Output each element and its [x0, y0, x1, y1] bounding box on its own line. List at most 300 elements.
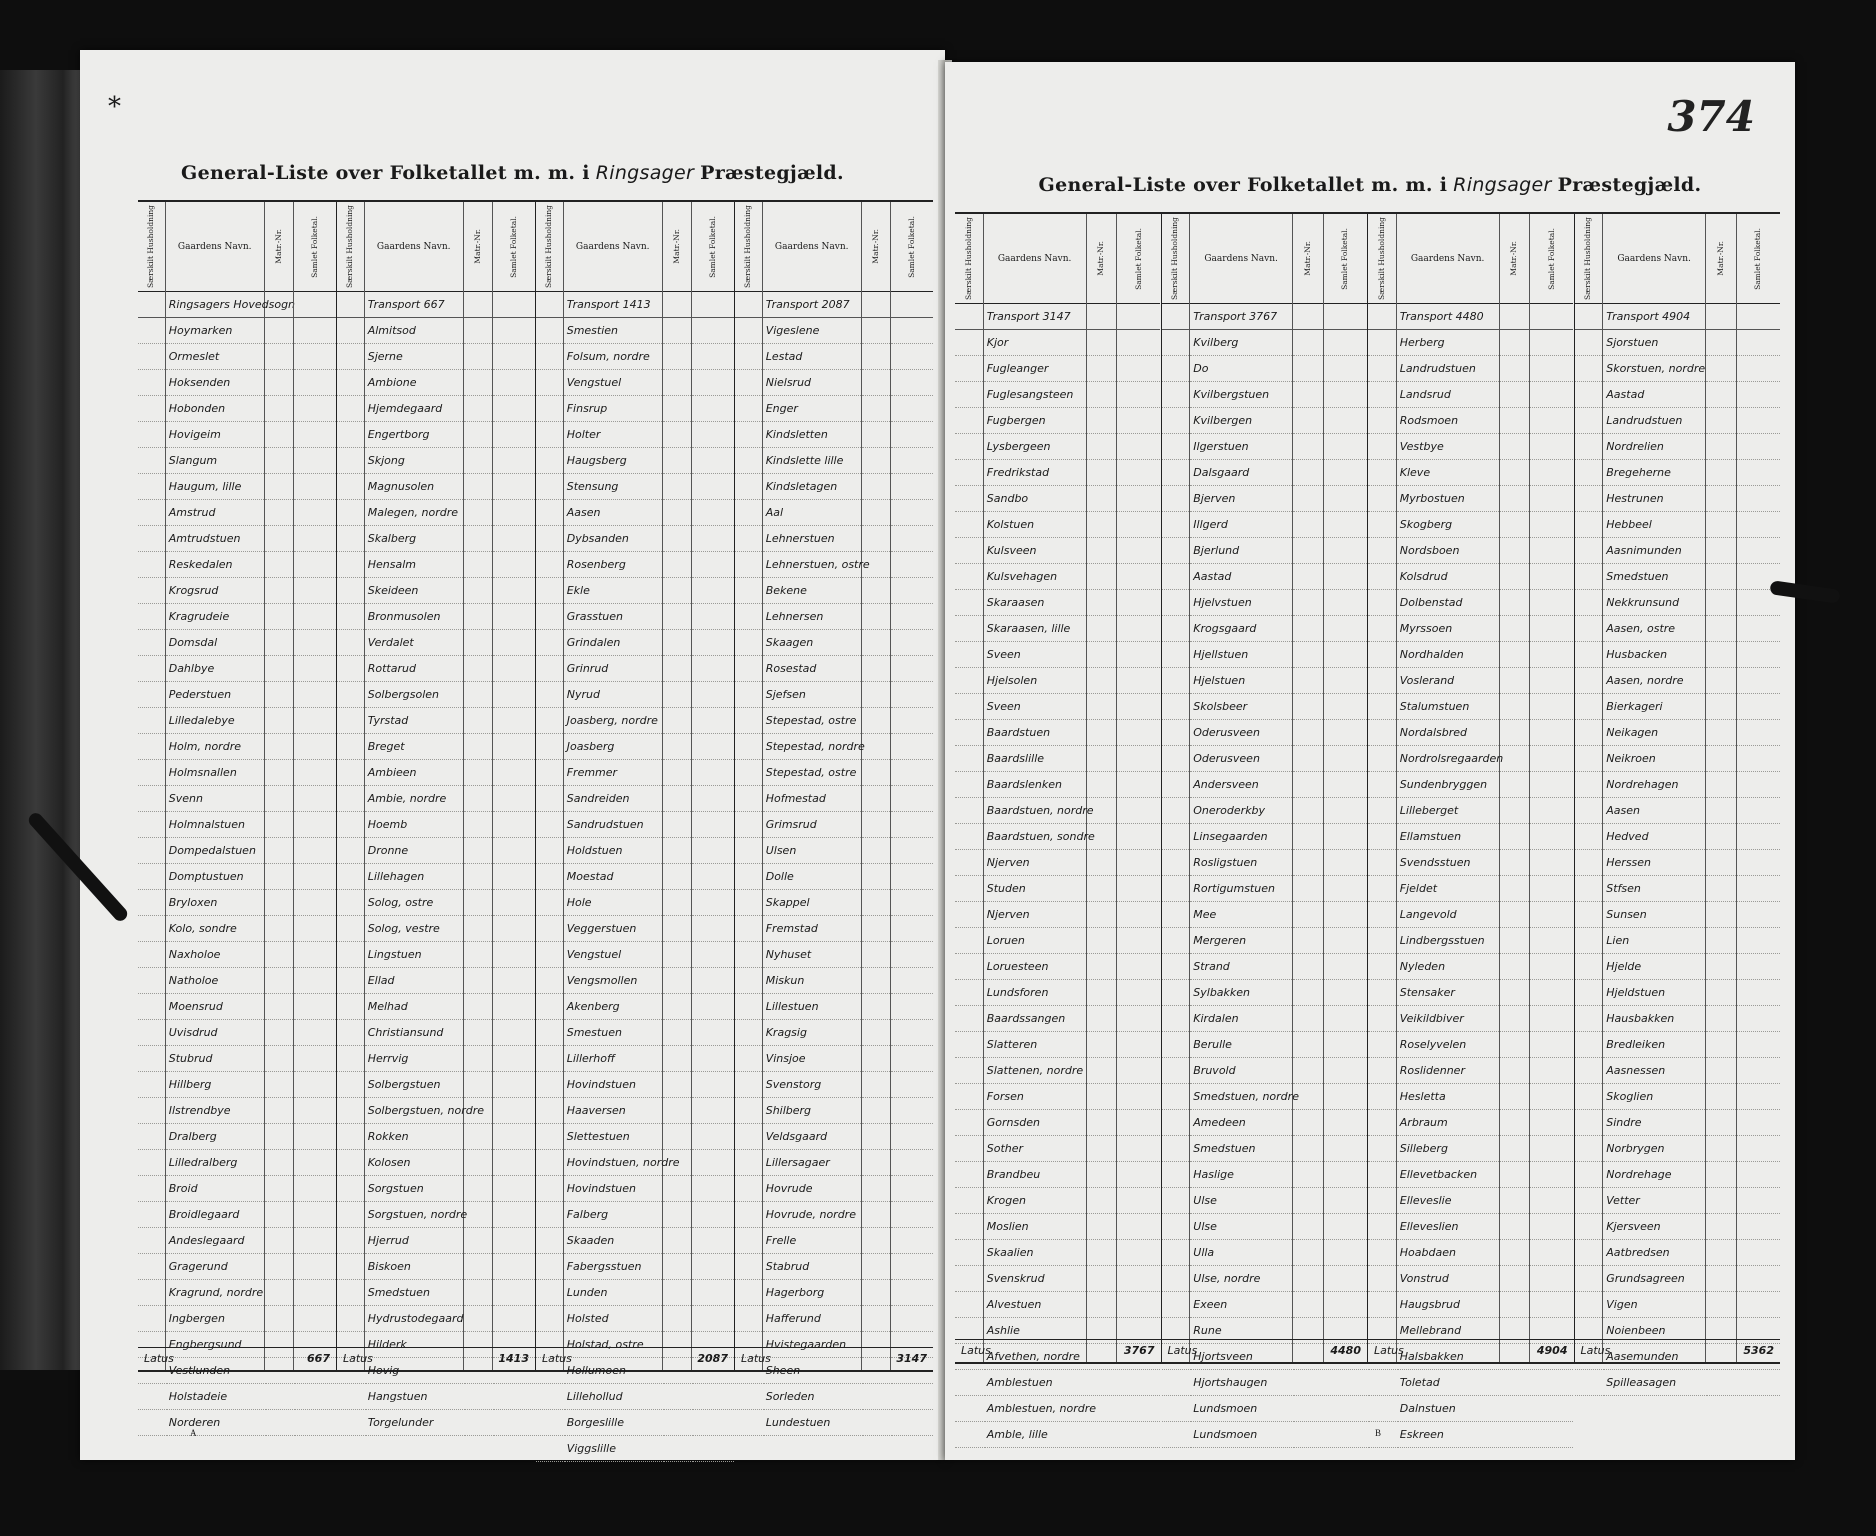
farm-name-entry: Norbrygen: [1603, 1136, 1705, 1162]
ledger-column-name: [1603, 214, 1706, 1389]
empty-cell: [1087, 1396, 1117, 1422]
farm-name-entry: Hilderk: [365, 1332, 463, 1358]
empty-cell: [493, 734, 535, 760]
empty-cell: [536, 708, 563, 734]
farm-name-entry: Skaraasen, lille: [984, 616, 1086, 642]
empty-cell: [1117, 720, 1160, 746]
empty-cell: [493, 968, 535, 994]
farm-name-entry: Hollumoen: [564, 1358, 662, 1384]
farm-name-entry: Dybsanden: [564, 526, 662, 552]
empty-cell: [536, 1124, 563, 1150]
empty-cell: [692, 370, 734, 396]
column-header: Gaardens Navn.: [763, 202, 861, 292]
farm-name-entry: Moestad: [564, 864, 662, 890]
farm-name-entry: Ormeslet: [166, 344, 264, 370]
farm-name-entry: Aatbredsen: [1603, 1240, 1705, 1266]
empty-cell: [138, 1384, 165, 1410]
empty-cell: [138, 292, 165, 318]
farm-name-entry: Bjerven: [1190, 486, 1292, 512]
empty-cell: [1162, 538, 1190, 564]
empty-cell: [862, 448, 891, 474]
empty-cell: [1293, 304, 1323, 330]
farm-name-entry: Nordrelien: [1603, 434, 1705, 460]
empty-cell: [1293, 590, 1323, 616]
farm-name-entry: Vengstuel: [564, 370, 662, 396]
empty-cell: [1162, 1214, 1190, 1240]
empty-cell: [1737, 980, 1780, 1006]
empty-cell: [891, 786, 933, 812]
empty-cell: [1500, 616, 1530, 642]
empty-cell: [862, 1072, 891, 1098]
farm-name-entry: Rosligstuen: [1190, 850, 1292, 876]
farm-name-entry: Fugbergen: [984, 408, 1086, 434]
empty-cell: [138, 474, 165, 500]
empty-cell: [955, 668, 983, 694]
empty-cell: [891, 318, 933, 344]
empty-cell: [294, 370, 336, 396]
empty-cell: [265, 1124, 294, 1150]
farm-name-entry: Nekkrunsund: [1603, 590, 1705, 616]
empty-cell: [1575, 1370, 1603, 1396]
empty-cell: [1368, 642, 1396, 668]
empty-cell: [862, 630, 891, 656]
empty-cell: [735, 318, 762, 344]
column-header: Gaardens Navn.: [1397, 214, 1499, 304]
column-header: Samlet Folketal.: [1117, 214, 1160, 304]
empty-cell: [1117, 1422, 1160, 1448]
empty-cell: [464, 474, 493, 500]
empty-cell: [1087, 1006, 1117, 1032]
empty-cell: [265, 1384, 294, 1410]
empty-cell: [1324, 642, 1367, 668]
empty-cell: [294, 1020, 336, 1046]
empty-cell: [1500, 824, 1530, 850]
farm-name-entry: Fugleanger: [984, 356, 1086, 382]
empty-cell: [735, 1046, 762, 1072]
farm-name-entry: Elleveslien: [1397, 1214, 1499, 1240]
empty-cell: [1530, 356, 1573, 382]
farm-name-entry: Baardslille: [984, 746, 1086, 772]
empty-cell: [735, 1176, 762, 1202]
empty-cell: [735, 1384, 762, 1410]
farm-name-entry: Skaraasen: [984, 590, 1086, 616]
farm-name-entry: Slangum: [166, 448, 264, 474]
empty-cell: [1368, 486, 1396, 512]
empty-cell: [1324, 1084, 1367, 1110]
empty-cell: [735, 682, 762, 708]
transport-row: Transport 1413: [564, 292, 662, 318]
empty-cell: [1500, 1188, 1530, 1214]
farm-name-entry: Kulsvehagen: [984, 564, 1086, 590]
empty-cell: [337, 500, 364, 526]
farm-name-entry: Slattenen, nordre: [984, 1058, 1086, 1084]
farm-name-entry: Enger: [763, 396, 861, 422]
farm-name-entry: Skalberg: [365, 526, 463, 552]
farm-name-entry: Ilgerstuen: [1190, 434, 1292, 460]
empty-cell: [1530, 746, 1573, 772]
empty-cell: [1324, 668, 1367, 694]
farm-name-entry: Grinrud: [564, 656, 662, 682]
empty-cell: [955, 1266, 983, 1292]
empty-cell: [1324, 824, 1367, 850]
empty-cell: [464, 1410, 493, 1436]
empty-cell: [1500, 798, 1530, 824]
empty-cell: [1737, 876, 1780, 902]
farm-name-entry: Kvilberg: [1190, 330, 1292, 356]
empty-cell: [735, 786, 762, 812]
transport-row: Transport 667: [365, 292, 463, 318]
empty-cell: [464, 994, 493, 1020]
farm-name-entry: Vonstrud: [1397, 1266, 1499, 1292]
empty-cell: [536, 864, 563, 890]
empty-cell: [337, 916, 364, 942]
empty-cell: [265, 682, 294, 708]
empty-cell: [735, 500, 762, 526]
farm-name-entry: Hjelstuen: [1190, 668, 1292, 694]
empty-cell: [735, 1124, 762, 1150]
farm-name-entry: Holmnalstuen: [166, 812, 264, 838]
empty-cell: [464, 1306, 493, 1332]
empty-cell: [735, 864, 762, 890]
empty-cell: [891, 1150, 933, 1176]
column-header: Matr.-Nr.: [464, 202, 493, 292]
farm-name-entry: Sjefsen: [763, 682, 861, 708]
empty-cell: [692, 344, 734, 370]
empty-cell: [493, 708, 535, 734]
empty-cell: [1324, 512, 1367, 538]
farm-name-entry: Hjelsolen: [984, 668, 1086, 694]
empty-cell: [1087, 616, 1117, 642]
empty-cell: [1368, 798, 1396, 824]
empty-cell: [735, 552, 762, 578]
empty-cell: [1500, 642, 1530, 668]
empty-cell: [464, 864, 493, 890]
empty-cell: [692, 500, 734, 526]
empty-cell: [1530, 1370, 1573, 1396]
empty-cell: [294, 344, 336, 370]
farm-name-entry: Forsen: [984, 1084, 1086, 1110]
empty-cell: [1324, 1162, 1367, 1188]
empty-cell: [1500, 694, 1530, 720]
empty-cell: [1368, 1032, 1396, 1058]
empty-cell: [1530, 1240, 1573, 1266]
farm-name-entry: Arbraum: [1397, 1110, 1499, 1136]
empty-cell: [692, 942, 734, 968]
empty-cell: [536, 604, 563, 630]
farm-name-entry: Grasstuen: [564, 604, 662, 630]
empty-cell: [1500, 1292, 1530, 1318]
farm-name-entry: Frelle: [763, 1228, 861, 1254]
empty-cell: [735, 1254, 762, 1280]
empty-cell: [493, 1150, 535, 1176]
empty-cell: [955, 746, 983, 772]
empty-cell: [955, 980, 983, 1006]
farm-name-entry: Smedstuen, nordre: [1190, 1084, 1292, 1110]
empty-cell: [1324, 486, 1367, 512]
empty-cell: [493, 292, 535, 318]
empty-cell: [1117, 330, 1160, 356]
empty-cell: [1575, 1032, 1603, 1058]
empty-cell: [1117, 408, 1160, 434]
empty-cell: [337, 942, 364, 968]
empty-cell: [138, 968, 165, 994]
empty-cell: [536, 500, 563, 526]
latus-total: 3767: [1123, 1344, 1155, 1357]
empty-cell: [1293, 1370, 1323, 1396]
empty-cell: [692, 1280, 734, 1306]
farm-name-entry: Haslige: [1190, 1162, 1292, 1188]
farm-name-entry: Kolsdrud: [1397, 564, 1499, 590]
empty-cell: [1324, 538, 1367, 564]
empty-cell: [536, 396, 563, 422]
empty-cell: [294, 682, 336, 708]
empty-cell: [1500, 486, 1530, 512]
empty-cell: [1500, 1370, 1530, 1396]
empty-cell: [663, 1046, 692, 1072]
farm-name-entry: Baardstuen, sondre: [984, 824, 1086, 850]
empty-cell: [294, 448, 336, 474]
farm-name-entry: Magnusolen: [365, 474, 463, 500]
farm-name-entry: Roslidenner: [1397, 1058, 1499, 1084]
empty-cell: [464, 1124, 493, 1150]
farm-name-entry: Hovindstuen: [564, 1072, 662, 1098]
farm-name-entry: Kindsletten: [763, 422, 861, 448]
empty-cell: [464, 1228, 493, 1254]
farm-name-entry: Do: [1190, 356, 1292, 382]
empty-cell: [1117, 616, 1160, 642]
empty-cell: [891, 630, 933, 656]
empty-cell: [1530, 1214, 1573, 1240]
farm-name-entry: Holm, nordre: [166, 734, 264, 760]
empty-cell: [1706, 1162, 1736, 1188]
farm-name-entry: Amtrudstuen: [166, 526, 264, 552]
column-header: Særskilt Husholdning: [337, 202, 364, 292]
empty-cell: [1737, 538, 1780, 564]
empty-cell: [493, 344, 535, 370]
empty-cell: [1575, 538, 1603, 564]
empty-cell: [1368, 876, 1396, 902]
farm-name-entry: Hensalm: [365, 552, 463, 578]
empty-cell: [1087, 902, 1117, 928]
empty-cell: [1368, 616, 1396, 642]
empty-cell: [1087, 980, 1117, 1006]
empty-cell: [735, 396, 762, 422]
empty-cell: [1368, 538, 1396, 564]
empty-cell: [1293, 1188, 1323, 1214]
empty-cell: [692, 474, 734, 500]
empty-cell: [1117, 460, 1160, 486]
empty-cell: [138, 838, 165, 864]
empty-cell: [138, 604, 165, 630]
empty-cell: [955, 1396, 983, 1422]
empty-cell: [663, 578, 692, 604]
farm-name-entry: Ellevetbacken: [1397, 1162, 1499, 1188]
empty-cell: [337, 1124, 364, 1150]
empty-cell: [955, 1110, 983, 1136]
farm-name-entry: Noienbeen: [1603, 1318, 1705, 1344]
empty-cell: [1087, 824, 1117, 850]
empty-cell: [1324, 382, 1367, 408]
empty-cell: [1324, 564, 1367, 590]
empty-cell: [1293, 1032, 1323, 1058]
empty-cell: [1706, 1084, 1736, 1110]
empty-cell: [1737, 798, 1780, 824]
empty-cell: [138, 396, 165, 422]
empty-cell: [1737, 824, 1780, 850]
empty-cell: [1575, 876, 1603, 902]
empty-cell: [1293, 824, 1323, 850]
empty-cell: [1500, 668, 1530, 694]
empty-cell: [294, 968, 336, 994]
latus-label: Latus: [542, 1352, 572, 1365]
farm-name-entry: Nordsboen: [1397, 538, 1499, 564]
empty-cell: [1575, 798, 1603, 824]
farm-name-entry: Amblestuen, nordre: [984, 1396, 1086, 1422]
empty-cell: [1117, 1292, 1160, 1318]
empty-cell: [1737, 1006, 1780, 1032]
farm-name-entry: Hebbeel: [1603, 512, 1705, 538]
farm-name-entry: Nordalsbred: [1397, 720, 1499, 746]
empty-cell: [337, 1072, 364, 1098]
column-header: Matr.-Nr.: [1706, 214, 1736, 304]
empty-cell: [536, 318, 563, 344]
ledger-column-folk: [692, 202, 734, 1370]
empty-cell: [138, 1124, 165, 1150]
farm-name-entry: Hesletta: [1397, 1084, 1499, 1110]
empty-cell: [955, 798, 983, 824]
farm-name-entry: Hoksenden: [166, 370, 264, 396]
empty-cell: [1324, 1110, 1367, 1136]
empty-cell: [1162, 330, 1190, 356]
empty-cell: [1324, 356, 1367, 382]
empty-cell: [1162, 668, 1190, 694]
empty-cell: [1575, 1266, 1603, 1292]
farm-name-entry: Nielsrud: [763, 370, 861, 396]
empty-cell: [891, 812, 933, 838]
empty-cell: [265, 890, 294, 916]
empty-cell: [1530, 512, 1573, 538]
empty-cell: [265, 1280, 294, 1306]
latus-label: Latus: [1167, 1344, 1198, 1357]
farm-name-entry: Hydrustodegaard: [365, 1306, 463, 1332]
empty-cell: [663, 682, 692, 708]
empty-cell: [663, 1150, 692, 1176]
empty-cell: [265, 1098, 294, 1124]
empty-cell: [1368, 1292, 1396, 1318]
empty-cell: [862, 474, 891, 500]
empty-cell: [1575, 486, 1603, 512]
farm-name-entry: Kindslette lille: [763, 448, 861, 474]
farm-name-entry: Holdstuen: [564, 838, 662, 864]
empty-cell: [1087, 1370, 1117, 1396]
empty-cell: [735, 994, 762, 1020]
empty-cell: [692, 916, 734, 942]
empty-cell: [891, 916, 933, 942]
empty-cell: [1293, 460, 1323, 486]
farm-name-entry: Kolosen: [365, 1150, 463, 1176]
empty-cell: [1324, 772, 1367, 798]
empty-cell: [891, 474, 933, 500]
empty-cell: [1117, 1266, 1160, 1292]
farm-name-entry: Broidlegaard: [166, 1202, 264, 1228]
column-header: Matr.-Nr.: [663, 202, 692, 292]
empty-cell: [1324, 746, 1367, 772]
farm-name-entry: Shilberg: [763, 1098, 861, 1124]
empty-cell: [1162, 642, 1190, 668]
empty-cell: [1087, 954, 1117, 980]
farm-name-entry: Neikroen: [1603, 746, 1705, 772]
empty-cell: [1293, 486, 1323, 512]
empty-cell: [1324, 1032, 1367, 1058]
empty-cell: [1162, 1370, 1190, 1396]
empty-cell: [1368, 1006, 1396, 1032]
empty-cell: [1706, 538, 1736, 564]
farm-name-entry: Brandbeu: [984, 1162, 1086, 1188]
ledger-column-name: [763, 202, 870, 1429]
empty-cell: [1293, 902, 1323, 928]
empty-cell: [337, 1280, 364, 1306]
empty-cell: [464, 890, 493, 916]
farm-name-entry: Almitsod: [365, 318, 463, 344]
farm-name-entry: Lillehagen: [365, 864, 463, 890]
empty-cell: [138, 1410, 165, 1436]
empty-cell: [464, 1098, 493, 1124]
empty-cell: [337, 682, 364, 708]
empty-cell: [1087, 434, 1117, 460]
empty-cell: [337, 1046, 364, 1072]
column-header: Gaardens Navn.: [166, 202, 264, 292]
empty-cell: [536, 786, 563, 812]
empty-cell: [891, 370, 933, 396]
farm-name-entry: Lillersagaer: [763, 1150, 861, 1176]
empty-cell: [138, 994, 165, 1020]
farm-name-entry: Miskun: [763, 968, 861, 994]
empty-cell: [1117, 902, 1160, 928]
farm-name-entry: Dahlbye: [166, 656, 264, 682]
empty-cell: [536, 968, 563, 994]
farm-name-entry: Andersveen: [1190, 772, 1292, 798]
farm-name-entry: Sindre: [1603, 1110, 1705, 1136]
empty-cell: [1162, 1084, 1190, 1110]
empty-cell: [1575, 1162, 1603, 1188]
empty-cell: [294, 734, 336, 760]
column-header: Matr.-Nr.: [862, 202, 891, 292]
empty-cell: [1737, 772, 1780, 798]
column-header: Særskilt Husholdning: [1575, 214, 1603, 304]
farm-name-entry: Linsegaarden: [1190, 824, 1292, 850]
empty-cell: [464, 1150, 493, 1176]
empty-cell: [1530, 538, 1573, 564]
ledger-column-mat: [1500, 214, 1531, 1362]
farm-name-entry: Engbergsund: [166, 1332, 264, 1358]
empty-cell: [493, 890, 535, 916]
empty-cell: [1575, 512, 1603, 538]
farm-name-entry: Hjeldstuen: [1603, 980, 1705, 1006]
empty-cell: [1293, 720, 1323, 746]
farm-name-entry: Grimsrud: [763, 812, 861, 838]
farm-name-entry: Smedstuen: [1603, 564, 1705, 590]
farm-name-entry: Kragrund, nordre: [166, 1280, 264, 1306]
empty-cell: [536, 1020, 563, 1046]
empty-cell: [1737, 1240, 1780, 1266]
empty-cell: [337, 656, 364, 682]
ledger-column-mat: [862, 202, 892, 1370]
empty-cell: [1162, 850, 1190, 876]
empty-cell: [692, 422, 734, 448]
farm-name-entry: Lundestuen: [763, 1410, 861, 1436]
farm-name-entry: Haugsberg: [564, 448, 662, 474]
empty-cell: [663, 1098, 692, 1124]
